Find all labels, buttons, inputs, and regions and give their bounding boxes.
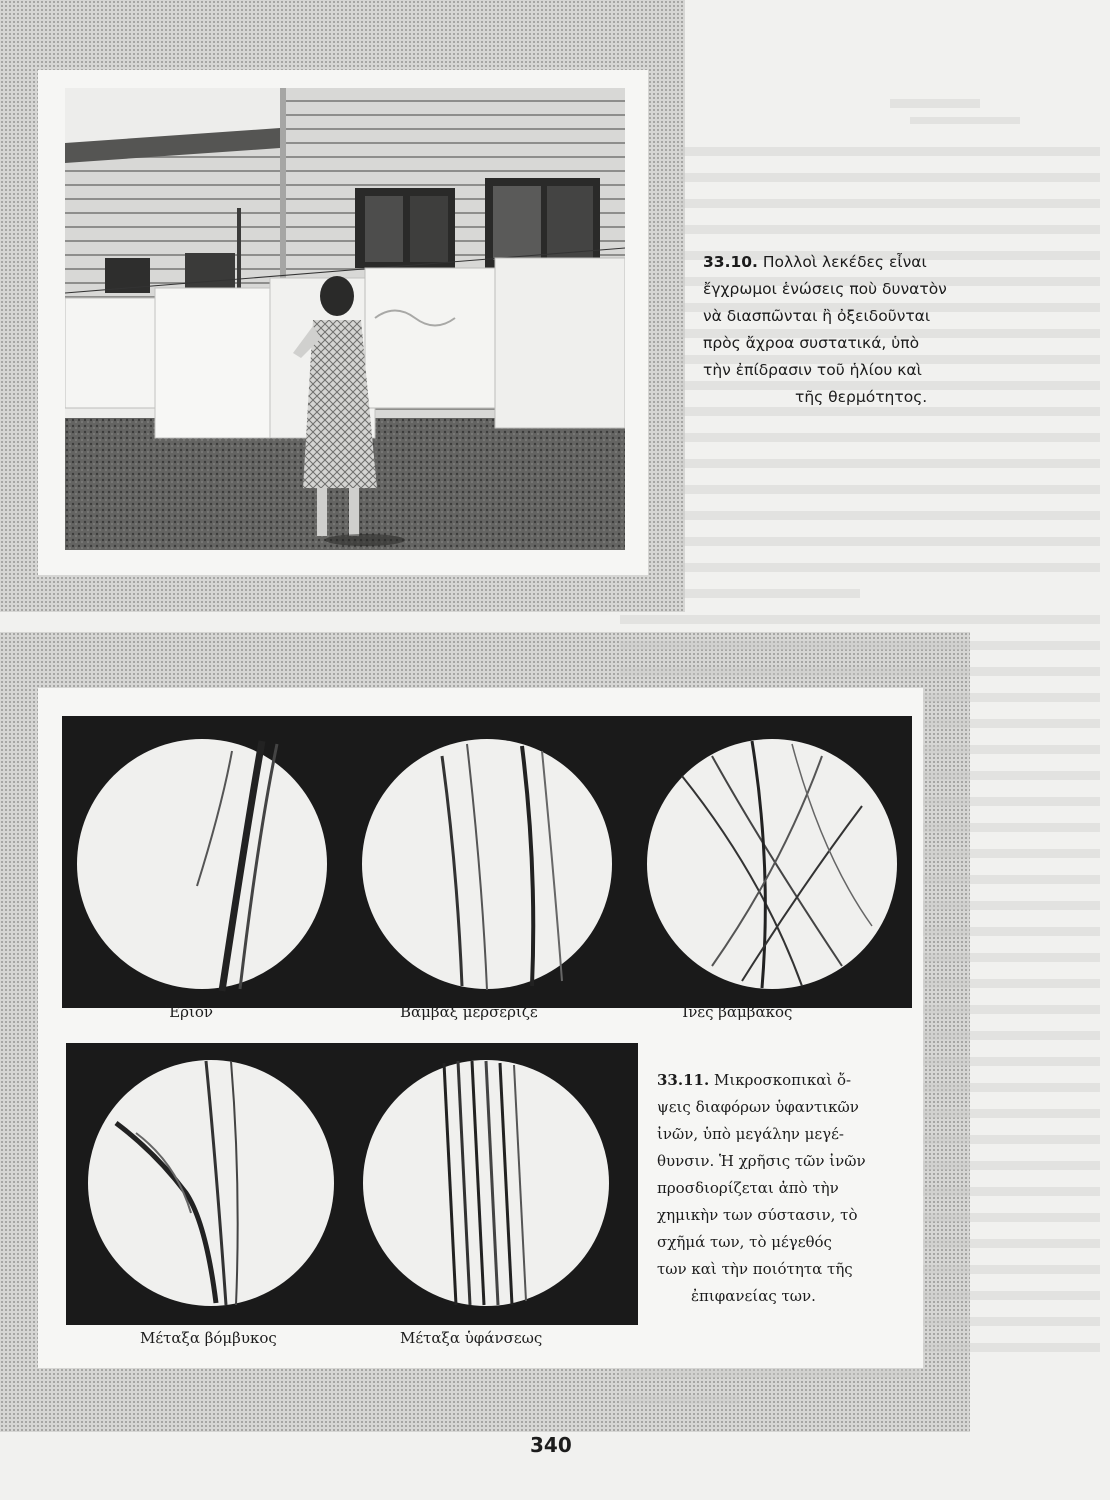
- micrograph-silk-weaving: [363, 1060, 609, 1306]
- caption-line: τῆς θερμότητος.: [795, 388, 928, 406]
- caption-line: ἐπιφανείας των.: [691, 1287, 816, 1305]
- micrograph-cotton-fibres: [647, 739, 897, 989]
- caption-line: Πολλοὶ λεκέδες εἶναι: [762, 253, 927, 271]
- micrograph-label: Βάμβαξ μερσεριζὲ: [400, 1003, 538, 1021]
- caption-line: ψεις διαφόρων ὑφαντικῶν: [657, 1098, 859, 1116]
- micrograph-row-top: [62, 716, 912, 1008]
- caption-line: νὰ διασπῶνται ἢ ὀξειδοῦνται: [703, 307, 931, 325]
- caption-line: των καὶ τὴν ποιότητα τῆς: [657, 1260, 853, 1278]
- caption-line: χημικὴν των σύστασιν, τὸ: [657, 1206, 858, 1224]
- micrograph-wool: [77, 739, 327, 991]
- caption-label: 33.10.: [703, 253, 758, 271]
- caption-line: Μικροσκοπικαὶ ὄ-: [713, 1071, 852, 1089]
- caption-line: ἔγχρωμοι ἑνώσεις ποὺ δυνατὸν: [703, 280, 947, 298]
- caption-line: προσδιορίζεται ἀπὸ τὴν: [657, 1179, 839, 1197]
- caption-line: πρὸς ἄχροα συστατικά, ὑπὸ: [703, 334, 920, 352]
- micrograph-label: Ἴνες βάμβακος: [678, 1003, 793, 1021]
- caption-line: τὴν ἐπίδρασιν τοῦ ἡλίου καὶ: [703, 361, 922, 379]
- micrograph-row-bottom: [66, 1043, 638, 1325]
- figure-caption-33-10: [703, 249, 975, 411]
- micrograph-label: Μέταξα ὑφάνσεως: [400, 1329, 543, 1347]
- micrograph-silk-cocoon: [88, 1060, 334, 1306]
- caption-line: θυνσιν. Ἡ χρῆσις τῶν ἰνῶν: [657, 1152, 866, 1170]
- caption-line: ἰνῶν, ὑπὸ μεγάλην μεγέ-: [657, 1125, 844, 1143]
- micrograph-label: Ἔριον: [165, 1003, 213, 1021]
- micrograph-mercerised-cotton: [362, 739, 612, 990]
- caption-line: σχῆμά των, τὸ μέγεθός: [657, 1233, 832, 1251]
- micrograph-label: Μέταξα βόμβυκος: [140, 1329, 277, 1347]
- figure-caption-33-11: [657, 1067, 883, 1310]
- page-number: 340: [530, 1433, 572, 1457]
- caption-label: 33.11.: [657, 1071, 710, 1089]
- laundry-photograph: [65, 88, 625, 550]
